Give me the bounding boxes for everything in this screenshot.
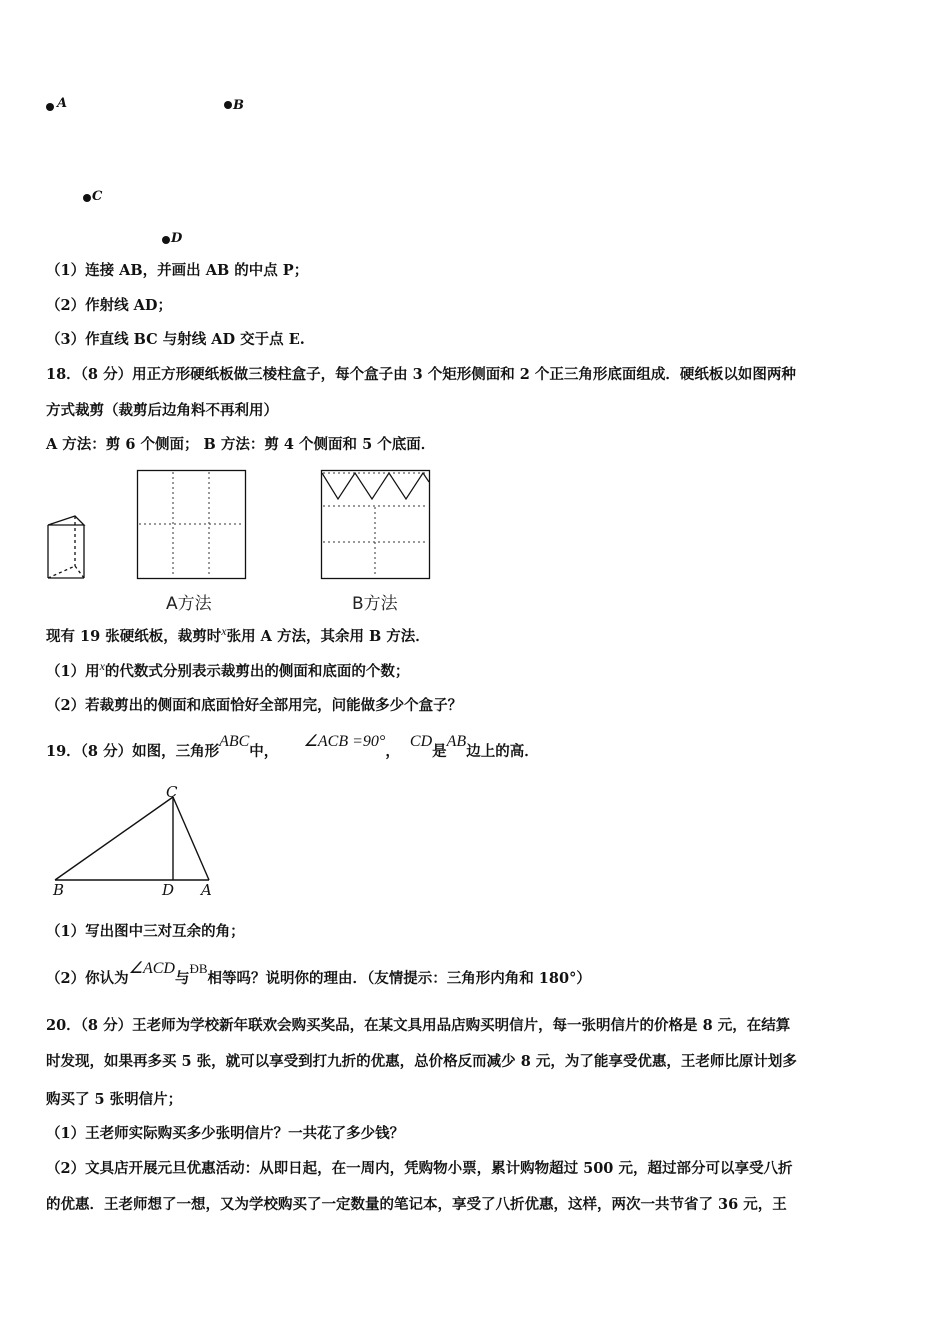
q18-condition-part-1: 现有 19 张硬纸板，裁剪时 — [46, 628, 222, 645]
q18-var-x: x — [221, 624, 227, 638]
q18-stem-line-1: 18．（8 分）用正方形硬纸板做三棱柱盒子，每个盒子由 3 个矩形侧面和 2 个正三角形底面组成．硬纸板以如图两种 — [46, 366, 796, 383]
q18-sub-1-part-2: 的代数式分别表示裁剪出的侧面和底面的个数； — [104, 663, 410, 680]
q17-step-2: （2）作射线 AD； — [46, 297, 172, 314]
q17-step-3: （3）作直线 BC 与射线 AD 交于点 E. — [46, 331, 305, 348]
q19-math-cd: CD — [409, 733, 433, 750]
triangle-label-a: A — [201, 881, 212, 899]
q19-stem-part-4: 是 — [432, 743, 447, 760]
q19-math-angle-acb: ∠ACB =90° — [303, 733, 386, 750]
q20-sub-1: （1）王老师实际购买多少张明信片？一共花了多少钱？ — [46, 1125, 405, 1142]
q19-stem-part-2: 中， — [249, 743, 279, 760]
q19-stem-part-1: 19．（8 分）如图，三角形 — [46, 743, 220, 760]
q18-sub-1 — [46, 659, 410, 680]
q19-math-abc: ABC — [219, 733, 250, 750]
q17-step-1: （1）连接 AB，并画出 AB 的中点 P； — [46, 262, 309, 279]
q19-stem — [46, 733, 539, 761]
q19-sub-1: （1）写出图中三对互余的角； — [46, 923, 245, 940]
point-b-label: B — [233, 98, 244, 113]
q19-stem-part-5: 边上的高． — [466, 743, 539, 760]
q18-condition — [46, 624, 430, 645]
point-b-dot — [224, 101, 232, 109]
q20-stem-line-3: 购买了 5 张明信片； — [46, 1091, 183, 1108]
q20-sub-2-cont: 的优惠．王老师想了一想，又为学校购买了一定数量的笔记本，享受了八折优惠，这样，两次一共节省了 36 元，王 — [46, 1196, 787, 1213]
method-a-caption: A方法 — [166, 594, 212, 614]
q20-stem-line-2: 时发现，如果再多买 5 张，就可以享受到打九折的优惠，总价格反而减少 8 元，为了能享受优惠，王老师比原计划多 — [46, 1053, 797, 1070]
q18-methods: A 方法：剪 6 个侧面； B 方法：剪 4 个侧面和 5 个底面． — [46, 436, 436, 453]
triangle-figure — [50, 784, 220, 899]
point-c-label: C — [92, 189, 103, 204]
triangle-label-b: B — [53, 881, 65, 899]
q20-stem-line-1: 20．（8 分）王老师为学校新年联欢会购买奖品，在某文具用品店购买明信片，每一张明信片的价格是 8 元，在结算 — [46, 1017, 791, 1034]
method-b-board — [321, 470, 433, 582]
triangle-label-d: D — [162, 881, 175, 899]
q19-math-ab: AB — [446, 733, 467, 750]
method-b-caption: B方法 — [352, 594, 398, 614]
q19-sub-2-part-3: 相等吗？说明你的理由．（友情提示：三角形内角和 180°） — [207, 970, 591, 987]
triangle-label-c: C — [166, 783, 178, 801]
point-a-label: A — [57, 96, 68, 111]
q19-sub-2-part-2: 与 — [174, 970, 190, 987]
point-c-dot — [83, 194, 91, 202]
q18-condition-part-2: 张用 A 方法，其余用 B 方法． — [226, 628, 430, 645]
point-a-dot — [46, 103, 54, 111]
q19-math-angle-b: ÐB — [189, 961, 208, 976]
q18-stem-line-2: 方式裁剪（裁剪后边角料不再利用） — [46, 402, 278, 419]
point-d-dot — [162, 236, 170, 244]
method-a-board — [137, 470, 249, 582]
point-d-label: D — [171, 231, 183, 246]
q20-sub-2: （2）文具店开展元旦优惠活动：从即日起，在一周内，凭购物小票，累计购物超过 500 元，超过部分可以享受八折 — [46, 1160, 793, 1177]
q19-stem-part-3: ， — [385, 743, 400, 760]
q19-sub-2 — [46, 960, 591, 988]
prism-figure — [40, 508, 96, 588]
q19-math-angle-acd: ∠ACD — [128, 960, 175, 977]
q18-sub-1-part-1: （1）用 — [46, 663, 100, 680]
q19-sub-2-part-1: （2）你认为 — [46, 970, 129, 987]
q18-sub-1-var-x: x — [99, 659, 105, 673]
q18-sub-2: （2）若裁剪出的侧面和底面恰好全部用完，问能做多少个盒子？ — [46, 697, 463, 714]
